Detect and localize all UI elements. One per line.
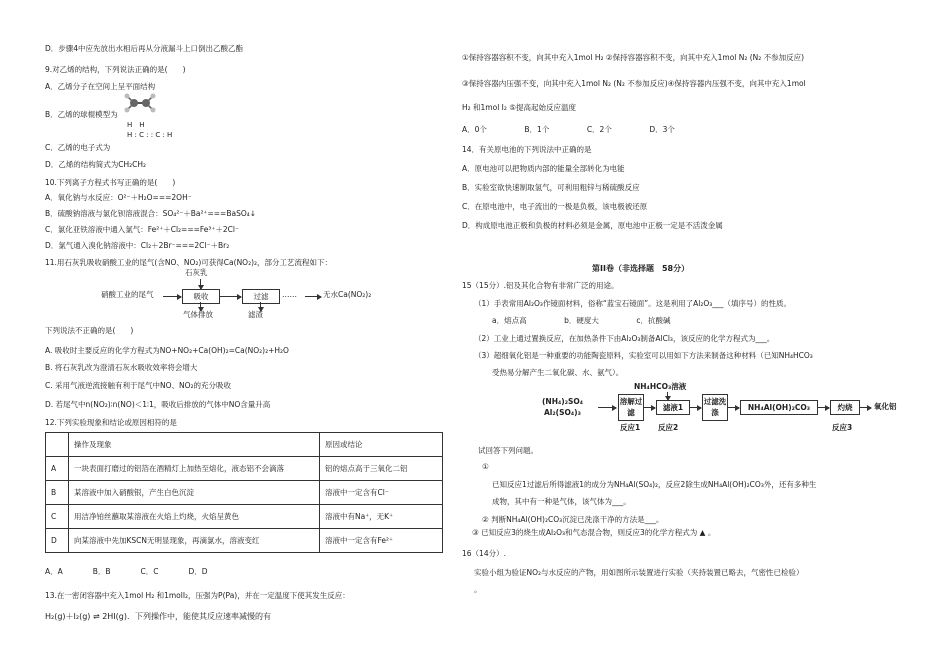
q12-choices: A．A B．B C．C D．D: [45, 567, 208, 576]
q11-after: 下列说法不正确的是( ): [45, 326, 134, 335]
q10-option-d: D．氯气通入溴化钠溶液中：Cl₂＋2Br⁻===2Cl⁻＋Br₂: [45, 241, 230, 250]
q9-electron-formula-top: H H: [127, 121, 145, 129]
row-op: 一块表面打磨过的铝箔在酒精灯上加热至熔化，液态铝不会滴落: [69, 457, 320, 481]
q9-option-b: B．乙烯的球棍模型为: [45, 110, 118, 119]
q14-option-a: A．原电池可以把物质内部的能量全部转化为电能: [462, 164, 625, 173]
q15-sub3-a: （3）超细氧化铝是一种重要的功能陶瓷原料，实验室可以用如下方法来制备这种材料（已知NH₄HCO₃: [474, 351, 813, 360]
q15-sub3-b: 受热易分解产生二氧化碳、水、氨气）。: [492, 368, 624, 377]
q11-stem: 11.用石灰乳吸收硝酸工业的尾气(含NO、NO₂)可获得Ca(NO₂)₂，部分工艺流程如下：: [45, 258, 333, 267]
q13-ops-line-2: ③保持容器内压强不变，向其中充入1mol N₂ (N₂ 不参加反应)④保持容器内压强不变，向其中充入1mol: [462, 79, 806, 88]
row-op: 向某溶液中先加KSCN无明显现象，再滴氯水，溶液变红: [69, 529, 320, 553]
q10-option-c: C．氯化亚铁溶液中通入氯气：Fe²⁺＋Cl₂===Fe³⁺＋2Cl⁻: [45, 225, 239, 234]
q15-c1-line-a: 已知反应1过滤后所得滤液1的成分为NH₄Al(SO₄)₂，反应2除生成NH₄Al(OH)₂CO₃外，还有多种生: [492, 480, 817, 489]
q11-option-a: A. 吸收时主要反应的化学方程式为NO+NO₂+Ca(OH)₂=Ca(NO₂)₂+H₂O: [45, 346, 289, 355]
q11-flow-diagram: [45, 268, 445, 318]
flow-gas-out-label: 气体排放: [183, 310, 213, 319]
flow-reaction-1: 反应1: [620, 423, 641, 432]
q16-stem: 16（14分）.: [462, 549, 506, 558]
flow-dots: ……: [282, 290, 297, 299]
q14-option-b: B．实验室欲快速制取氢气，可利用粗锌与稀硫酸反应: [462, 183, 640, 192]
flow-arrow: [817, 407, 829, 408]
row-key: C: [46, 505, 69, 529]
flow-box-filter: 过滤: [242, 289, 280, 304]
flow-residue-label: 滤渣: [248, 310, 263, 319]
flow-reaction-2: 反应2: [658, 423, 679, 432]
flow-lime-milk-label: 石灰乳: [185, 268, 208, 277]
table-row: [46, 481, 443, 505]
flow-arrow: [727, 407, 739, 408]
q13-ops-line-3: H₂ 和1mol I₂ ⑤提高起始反应温度: [462, 103, 576, 112]
q15-c2: ② 判断NH₄Al(OH)₂CO₃沉淀已洗涤干净的方法是___。: [482, 515, 664, 524]
q15-c1-marker: ①: [482, 462, 489, 471]
q9-option-a: A．乙烯分子在空间上呈平面结构: [45, 82, 156, 91]
q16-body: 实验小组为验证NO₂与水反应的产物，用如图所示装置进行实验（夹持装置已略去，气密性已检验）: [474, 568, 804, 577]
row-res: 铝的熔点高于三氧化二铝: [320, 457, 443, 481]
q15-c3: ③ 已知反应3的烧生成Al₂O₃和气态混合物，则反应3的化学方程式为 ▲ 。: [472, 528, 716, 537]
table-cell: [46, 433, 69, 457]
flow-arrow: [643, 407, 655, 408]
row-res: 溶液中一定含有Fe²⁺: [320, 529, 443, 553]
q15-try: 试回答下列问题。: [478, 446, 538, 455]
flow-arrow: [598, 407, 616, 408]
flow-arrow: [219, 296, 241, 297]
q14-option-d: D．构成原电池正极和负极的材料必须是金属，原电池中正极一定是不活泼金属: [462, 221, 723, 230]
table-row: [46, 457, 443, 481]
q9-stem: 9.对乙烯的结构，下列说法正确的是( ): [45, 65, 186, 74]
flow-input-2: Al₂(SO₄)₃: [544, 408, 581, 417]
q15-stem: 15（15分）.铝及其化合物有非常广泛的用途。: [462, 281, 619, 290]
flow-reaction-3: 反应3: [832, 423, 853, 432]
flow-box-calcine: 灼烧: [830, 400, 860, 415]
q11-option-d: D. 若尾气中n(NO₂)∶n(NO)＜1∶1，吸收后排放的气体中NO含量升高: [45, 400, 271, 409]
q11-option-c: C. 采用气液逆流接触有利于尾气中NO、NO₂的充分吸收: [45, 381, 232, 390]
q15-c1-line-b: 成物，其中有一种是气体，该气体为___。: [492, 497, 631, 506]
table-header-res: 原因或结论: [320, 433, 443, 457]
q14-stem: 14．有关原电池的下列说法中正确的是: [462, 145, 592, 154]
q13-choices: A．0个 B．1个 C．2个 D．3个: [462, 125, 675, 134]
q14-option-c: C．在原电池中，电子流出的一极是负极，该电极被还原: [462, 202, 648, 211]
q13-ops-line-1: ①保持容器容积不变，向其中充入1mol H₂ ②保持容器容积不变，向其中充入1mol N₂ (N₂ 不参加反应): [462, 53, 805, 62]
q13-equation: H₂(g)＋I₂(g) ⇌ 2HI(g)．下列操作中，能使其反应速率减慢的有: [45, 612, 272, 621]
q15-sub1: （1）手表常用Al₂O₃作镜面材料，俗称“蓝宝石镜面”。这是利用了Al₂O₃___（填序号）的性质。: [474, 299, 792, 308]
row-key: D: [46, 529, 69, 553]
flow-box-product: NH₄Al(OH)₂CO₃: [740, 400, 818, 415]
row-op: 某溶液中加入硝酸银，产生白色沉淀: [69, 481, 320, 505]
row-key: B: [46, 481, 69, 505]
flow-reagent-label: NH₄HCO₃溶液: [634, 382, 687, 391]
table-row: [46, 529, 443, 553]
flow-end-label: 氧化铝: [874, 402, 897, 411]
flow-arrow: [689, 407, 701, 408]
row-op: 用洁净铂丝蘸取某溶液在火焰上灼烧，火焰呈黄色: [69, 505, 320, 529]
flow-box-absorb: 吸收: [182, 289, 220, 304]
part2-title: 第II卷（非选择题 58分）: [592, 264, 690, 273]
row-res: 溶液中一定含有Cl⁻: [320, 481, 443, 505]
q9-option-c: C．乙烯的电子式为: [45, 143, 111, 152]
flow-arrow-down: [200, 279, 201, 289]
table-header-op: 操作及现象: [69, 433, 320, 457]
table-row: [46, 505, 443, 529]
q9-electron-formula-mid: H : C : : C : H: [127, 131, 173, 139]
flow-input-1: (NH₄)₂SO₄: [542, 397, 584, 406]
flow-arrow: [163, 296, 181, 297]
q8-option-d: D．步骤4中应先放出水相后再从分液漏斗上口倒出乙酸乙酯: [45, 44, 244, 53]
q12-table: [45, 432, 443, 553]
flow-box-filtrate: 滤液1: [656, 400, 690, 415]
flow-arrow: [859, 407, 871, 408]
q10-stem: 10.下列离子方程式书写正确的是( ): [45, 178, 176, 187]
q15-sub1-options: a．熔点高 b．硬度大 c．抗酸碱: [492, 316, 671, 325]
flow-arrow-down: [667, 392, 668, 400]
row-key: A: [46, 457, 69, 481]
ethylene-ball-stick-model-icon: [123, 92, 157, 114]
table-header-row: [46, 433, 443, 457]
flow-end-label: 无水Ca(NO₂)₂: [323, 290, 372, 299]
flow-box-filter-wash: 过滤洗涤: [702, 394, 728, 421]
q15-flow-diagram: [462, 380, 922, 440]
q13-stem: 13.在一密闭容器中充入1mol H₂ 和1molI₂，压强为P(Pa)，并在一定温度下使其发生反应：: [45, 591, 350, 600]
flow-arrow: [305, 296, 321, 297]
q10-option-a: A．氧化钠与水反应：O²⁻＋H₂O===2OH⁻: [45, 193, 192, 202]
q12-stem: 12.下列实验现象和结论或原因相符的是: [45, 418, 177, 427]
row-res: 溶液中有Na⁺，无K⁺: [320, 505, 443, 529]
q15-sub2: （2）工业上通过置换反应，在加热条件下由Al₂O₃制备AlCl₃，该反应的化学方程式为___。: [474, 334, 775, 343]
q9-option-d: D．乙烯的结构简式为CH₂CH₂: [45, 160, 147, 169]
q16-tail: 。: [474, 585, 482, 594]
flow-box-dissolve: 溶解过滤: [618, 394, 644, 421]
flow-start-label: 硝酸工业的尾气: [101, 290, 154, 299]
q10-option-b: B．硫酸钠溶液与氯化钡溶液混合：SO₄²⁻＋Ba²⁺===BaSO₄↓: [45, 209, 257, 218]
q11-option-b: B. 将石灰乳改为澄清石灰水吸收效率将会增大: [45, 363, 198, 372]
